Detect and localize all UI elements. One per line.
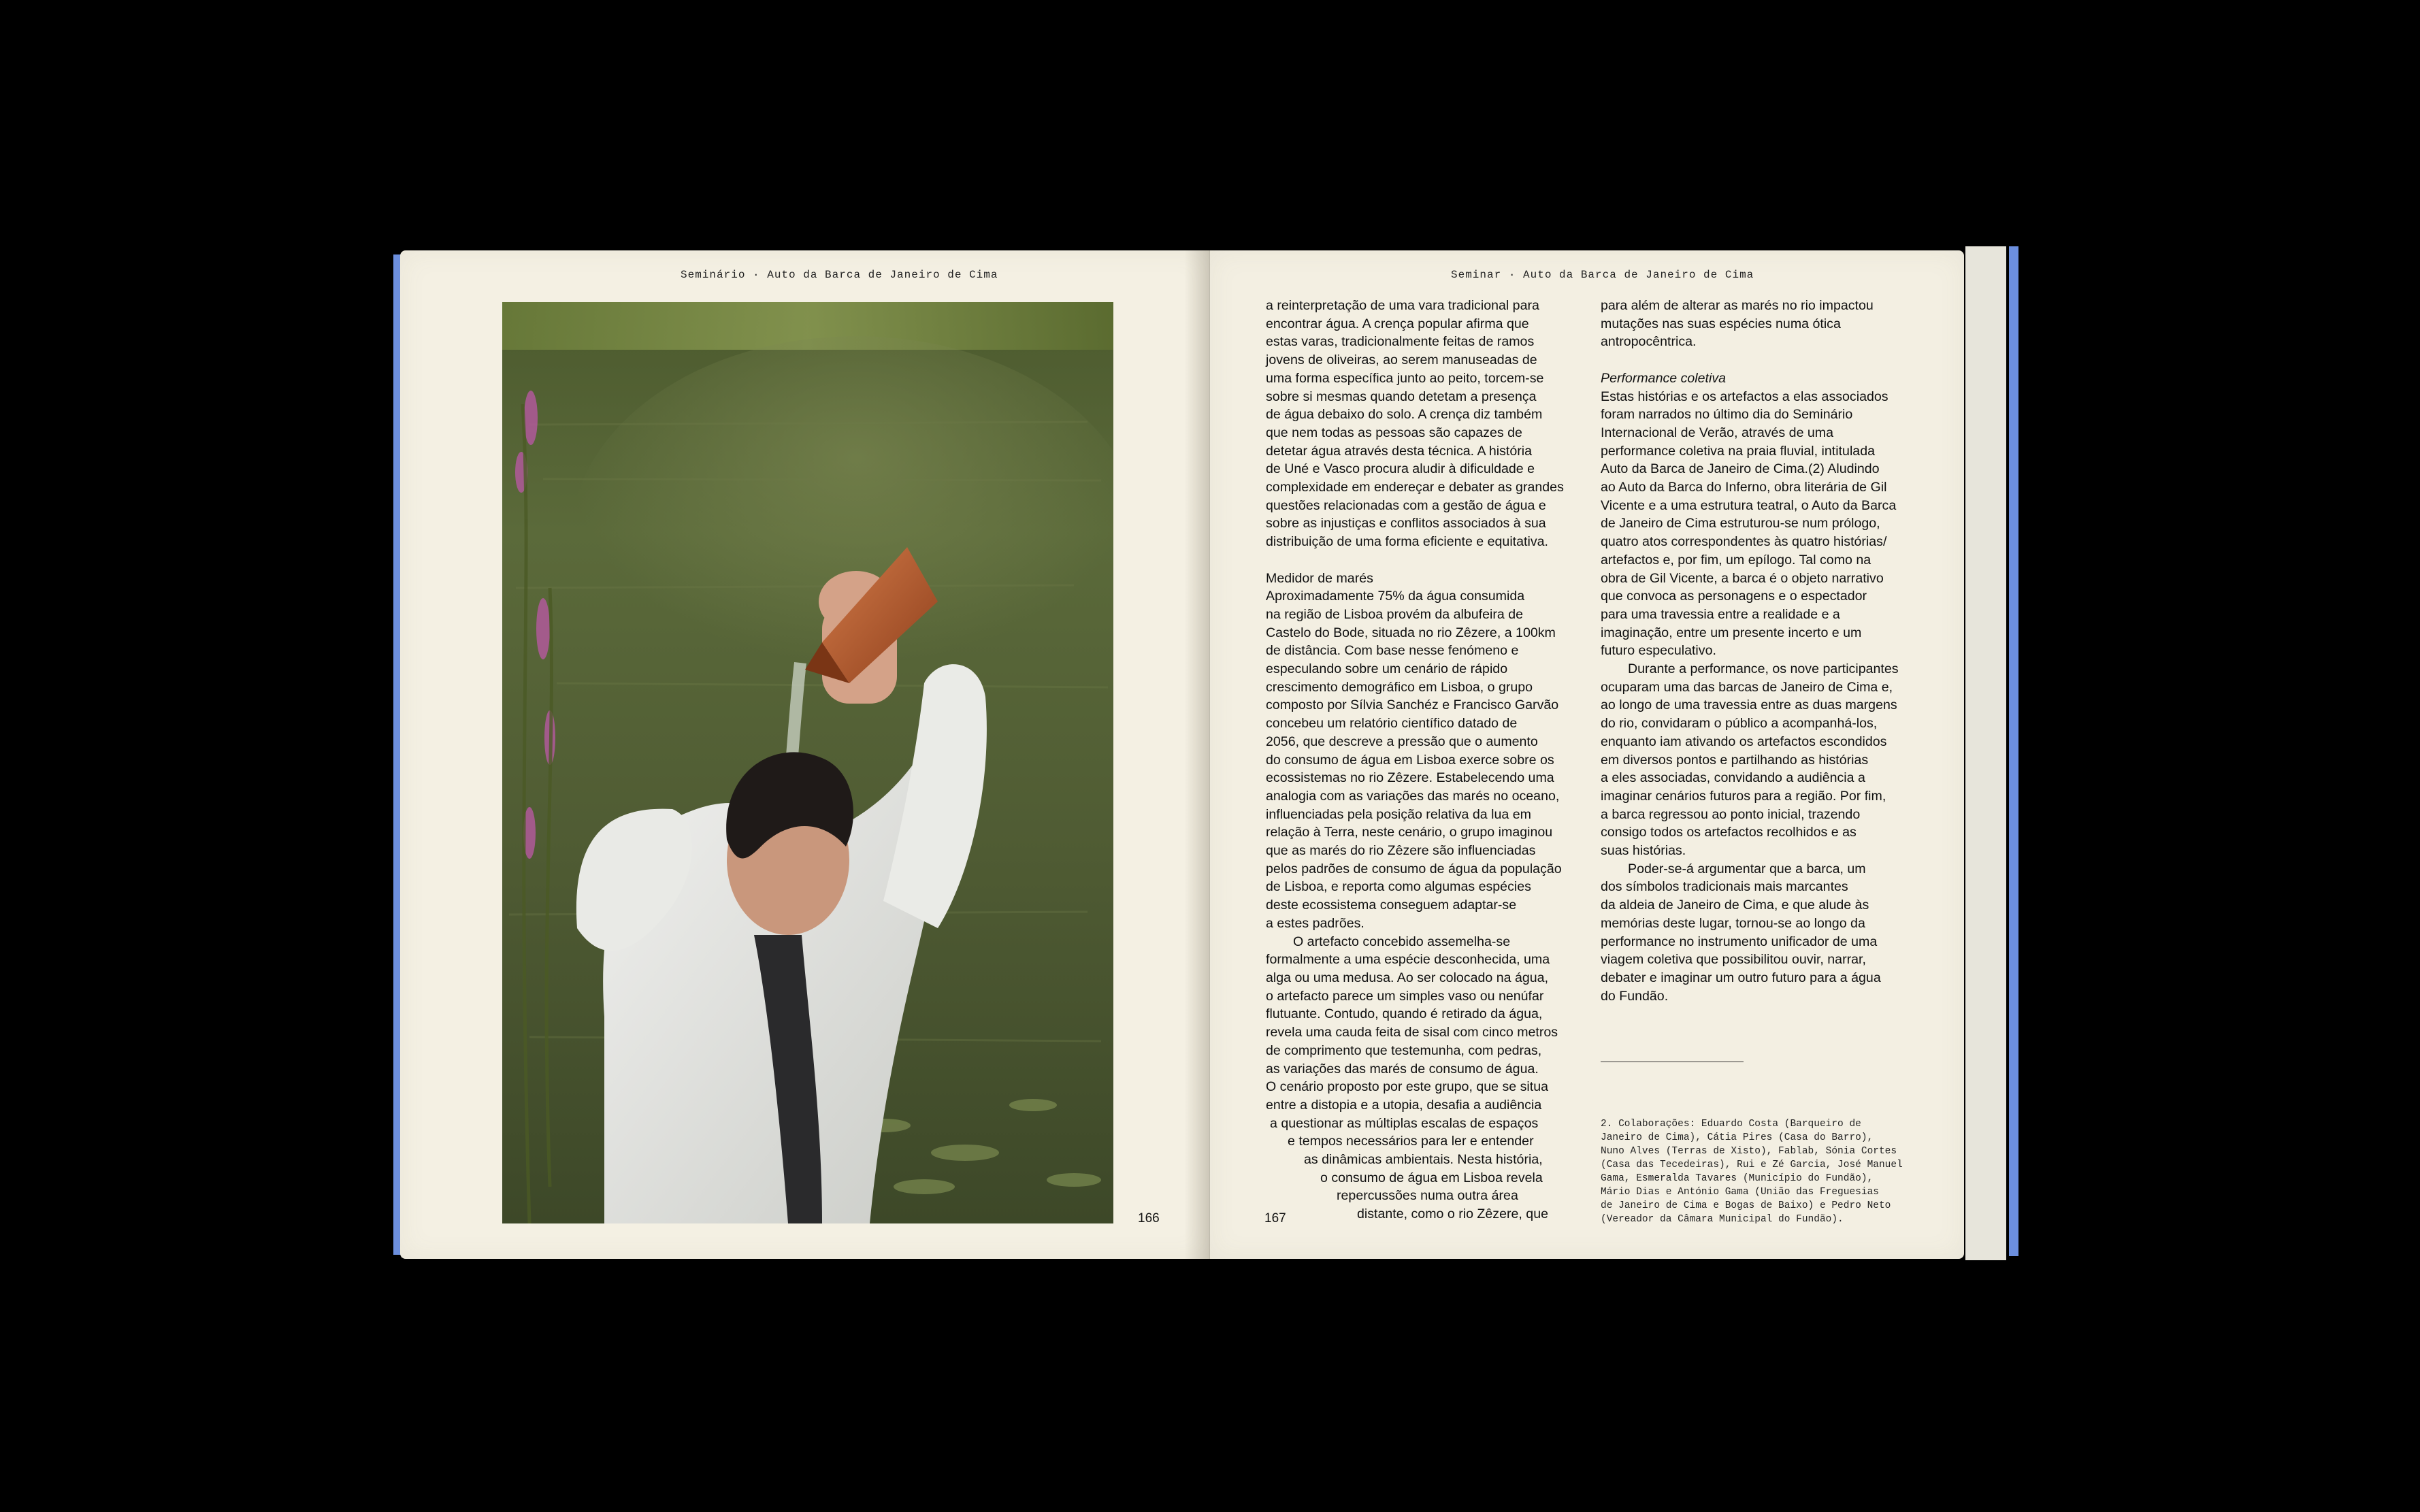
text-line: imaginação, entre um presente incerto e um bbox=[1601, 625, 1862, 640]
text-line: relação à Terra, neste cenário, o grupo imaginou bbox=[1266, 825, 1553, 840]
paragraph-lisbon-water bbox=[1266, 587, 1564, 932]
text-line: para além de alterar as marés no rio impactou bbox=[1601, 298, 1874, 313]
text-line: distribuição de uma forma eficiente e equitativa. bbox=[1266, 534, 1548, 550]
text-column-1 bbox=[1266, 297, 1564, 1223]
text-line: obra de Gil Vicente, a barca é o objeto narrativo bbox=[1601, 570, 1884, 586]
paragraph-dowsing bbox=[1266, 297, 1564, 551]
text-line: o consumo de água em Lisboa revela bbox=[1320, 1170, 1543, 1185]
text-line: e tempos necessários para ler e entender bbox=[1288, 1134, 1534, 1149]
text-line: jovens de oliveiras, ao serem manuseadas de bbox=[1266, 352, 1537, 368]
page-number-left: 166 bbox=[1138, 1211, 1160, 1226]
text-line: da aldeia de Janeiro de Cima, e que alude às bbox=[1601, 898, 1869, 913]
text-line: que nem todas as pessoas são capazes de bbox=[1266, 425, 1522, 440]
text-line: do Fundão. bbox=[1601, 988, 1669, 1004]
paragraph-continuation bbox=[1601, 297, 1899, 351]
text-line: de Lisboa, e reporta como algumas espécies bbox=[1266, 879, 1531, 895]
text-line: a reinterpretação de uma vara tradicional para bbox=[1266, 298, 1539, 313]
text-line: enquanto iam ativando os artefactos escondidos bbox=[1601, 734, 1887, 749]
text-line: de Janeiro de Cima e Bogas de Baixo) e Pedro Neto bbox=[1601, 1200, 1891, 1211]
text-line: uma forma específica junto ao peito, torcem-se bbox=[1266, 370, 1544, 386]
text-line: Durante a performance, os nove participantes bbox=[1628, 661, 1899, 677]
text-line: de distância. Com base nesse fenómeno e bbox=[1266, 643, 1519, 659]
text-line: questões relacionadas com a gestão de água e bbox=[1266, 497, 1546, 513]
text-line: Estas histórias e os artefactos a elas associados bbox=[1601, 389, 1888, 404]
text-line: suas histórias. bbox=[1601, 843, 1686, 859]
text-line: revela uma cauda feita de sisal com cinco metros bbox=[1266, 1025, 1558, 1040]
text-line: Poder-se-á argumentar que a barca, um bbox=[1628, 861, 1866, 876]
section-heading-performance-coletiva: Performance coletiva bbox=[1601, 370, 1727, 386]
text-line: ao longo de uma travessia entre as duas margens bbox=[1601, 697, 1897, 713]
text-line: analogia com as variações das marés no oceano, bbox=[1266, 788, 1560, 804]
text-line: Vicente e a uma estrutura teatral, o Auto da Barca bbox=[1601, 497, 1897, 513]
paragraph-artefacto bbox=[1266, 933, 1564, 1223]
text-line: composto por Sílvia Sanchéz e Francisco Garvão bbox=[1266, 697, 1559, 713]
text-line: ecossistemas no rio Zêzere. Estabelecendo uma bbox=[1266, 770, 1554, 786]
text-line: as dinâmicas ambientais. Nesta história, bbox=[1304, 1152, 1543, 1168]
paragraph-during-performance bbox=[1601, 660, 1899, 860]
running-head-right: Seminar · Auto da Barca de Janeiro de Cima bbox=[1451, 269, 1754, 281]
text-line: viagem coletiva que possibilitou ouvir, narrar, bbox=[1601, 952, 1866, 968]
text-line: do consumo de água em Lisboa exerce sobre os bbox=[1266, 752, 1554, 768]
text-line: O artefacto concebido assemelha-se bbox=[1293, 934, 1511, 949]
text-column-2 bbox=[1601, 297, 1899, 1005]
text-line: O cenário proposto por este grupo, que se situa bbox=[1266, 1079, 1548, 1095]
text-line: flutuante. Contudo, quando é retirado da água, bbox=[1266, 1006, 1543, 1022]
text-line: as variações das marés de consumo de água. bbox=[1266, 1061, 1539, 1077]
text-line: formalmente a uma espécie desconhecida, uma bbox=[1266, 952, 1550, 968]
text-line: mutações nas suas espécies numa ótica bbox=[1601, 316, 1841, 331]
text-line: na região de Lisboa provém da albufeira de bbox=[1266, 606, 1523, 622]
text-line: do rio, convidaram o público a acompanhá-los, bbox=[1601, 716, 1878, 732]
text-line: estas varas, tradicionalmente feitas de ramos bbox=[1266, 334, 1535, 350]
text-line: (Casa das Tecedeiras), Rui e Zé Garcia, José Manuel bbox=[1601, 1160, 1903, 1170]
text-line: distante, como o rio Zêzere, que bbox=[1357, 1206, 1548, 1222]
text-line: o artefacto parece um simples vaso ou nenúfar bbox=[1266, 988, 1544, 1004]
text-line: imaginar cenários futuros para a região. Por fim, bbox=[1601, 788, 1886, 804]
text-line: repercussões numa outra área bbox=[1337, 1188, 1518, 1204]
text-line: Nuno Alves (Terras de Xisto), Fablab, Sónia Cortes bbox=[1601, 1146, 1897, 1157]
text-line: a barca regressou ao ponto inicial, trazendo bbox=[1601, 806, 1861, 822]
page-number-right: 167 bbox=[1264, 1211, 1286, 1226]
text-line: crescimento demográfico em Lisboa, o grupo bbox=[1266, 679, 1533, 695]
text-line: ao Auto da Barca do Inferno, obra literária de Gil bbox=[1601, 480, 1887, 495]
text-line: 2056, que descreve a pressão que o aumento bbox=[1266, 734, 1538, 749]
text-line: 2. Colaborações: Eduardo Costa (Barqueiro de bbox=[1601, 1119, 1861, 1130]
text-line: alga ou uma medusa. Ao ser colocado na água, bbox=[1266, 970, 1549, 985]
text-line: artefactos e, por fim, um epílogo. Tal como na bbox=[1601, 552, 1871, 568]
text-line: detetar água através desta técnica. A história bbox=[1266, 443, 1533, 459]
text-line: que as marés do rio Zêzere são influenciadas bbox=[1266, 843, 1536, 859]
text-line: influenciadas pela posição relativa da lua em bbox=[1266, 806, 1531, 822]
text-line: complexidade em endereçar e debater as grandes bbox=[1266, 480, 1564, 495]
text-line: performance coletiva na praia fluvial, intitulada bbox=[1601, 443, 1875, 459]
text-line: Janeiro de Cima), Cátia Pires (Casa do Barro), bbox=[1601, 1132, 1874, 1143]
text-line: entre a distopia e a utopia, desafia a audiência bbox=[1266, 1097, 1542, 1113]
text-line: para uma travessia entre a realidade e a bbox=[1601, 606, 1840, 622]
text-line: (Vereador da Câmara Municipal do Fundão). bbox=[1601, 1214, 1844, 1225]
text-line: especulando sobre um cenário de rápido bbox=[1266, 661, 1508, 677]
text-line: Aproximadamente 75% da água consumida bbox=[1266, 589, 1525, 604]
footnote-2 bbox=[1601, 1117, 1920, 1226]
text-line: antropocêntrica. bbox=[1601, 334, 1697, 350]
text-line: a questionar as múltiplas escalas de espaços bbox=[1270, 1115, 1539, 1131]
text-line: concebeu um relatório científico datado de bbox=[1266, 716, 1518, 732]
text-line: performance no instrumento unificador de uma bbox=[1601, 934, 1878, 949]
text-line: sobre as injustiças e conflitos associados à sua bbox=[1266, 516, 1546, 531]
text-line: debater e imaginar um outro futuro para a água bbox=[1601, 970, 1881, 985]
running-head-left: Seminário · Auto da Barca de Janeiro de Cima bbox=[681, 269, 998, 281]
text-line: sobre si mesmas quando detetam a presença bbox=[1266, 389, 1537, 404]
text-line: ocuparam uma das barcas de Janeiro de Cima e, bbox=[1601, 679, 1893, 695]
text-line: encontrar água. A crença popular afirma que bbox=[1266, 316, 1529, 331]
text-line: quatro atos correspondentes às quatro histórias/ bbox=[1601, 534, 1887, 550]
photo-person-pouring-water bbox=[502, 302, 1113, 1223]
text-line: de Uné e Vasco procura aludir à dificuldade e bbox=[1266, 461, 1535, 477]
text-line: consigo todos os artefactos recolhidos e as bbox=[1601, 825, 1857, 840]
text-line: deste ecossistema conseguem adaptar-se bbox=[1266, 898, 1517, 913]
text-line: de Janeiro de Cima estruturou-se num prólogo, bbox=[1601, 516, 1880, 531]
text-line: de água debaixo do solo. A crença diz também bbox=[1266, 407, 1543, 423]
section-heading-medidor-de-mares: Medidor de marés bbox=[1266, 570, 1373, 586]
text-line: em diversos pontos e partilhando as histórias bbox=[1601, 752, 1869, 768]
cover-edge-right bbox=[2009, 246, 2018, 1256]
text-line: Internacional de Verão, através de uma bbox=[1601, 425, 1834, 440]
paragraph-histories bbox=[1601, 388, 1899, 661]
text-line: a eles associadas, convidando a audiência a bbox=[1601, 770, 1865, 786]
text-line: Auto da Barca de Janeiro de Cima.(2) Aludindo bbox=[1601, 461, 1880, 477]
text-line: Castelo do Bode, situada no rio Zêzere, a 100km bbox=[1266, 625, 1556, 640]
text-line: memórias deste lugar, tornou-se ao longo da bbox=[1601, 915, 1865, 931]
page-stack-right bbox=[1965, 246, 2006, 1260]
text-line: de comprimento que testemunha, com pedras, bbox=[1266, 1042, 1542, 1058]
text-line: a estes padrões. bbox=[1266, 915, 1364, 931]
text-line: que convoca as personagens e o espectador bbox=[1601, 589, 1867, 604]
text-line: Mário Dias e António Gama (União das Freguesias bbox=[1601, 1187, 1879, 1198]
paragraph-barca-symbol bbox=[1601, 860, 1899, 1006]
text-line: dos símbolos tradicionais mais marcantes bbox=[1601, 879, 1848, 895]
text-line: Gama, Esmeralda Tavares (Município do Fundão), bbox=[1601, 1173, 1874, 1184]
text-line: foram narrados no último dia do Seminário bbox=[1601, 407, 1853, 423]
text-line: pelos padrões de consumo de água da população bbox=[1266, 861, 1562, 876]
text-line: futuro especulativo. bbox=[1601, 643, 1716, 659]
